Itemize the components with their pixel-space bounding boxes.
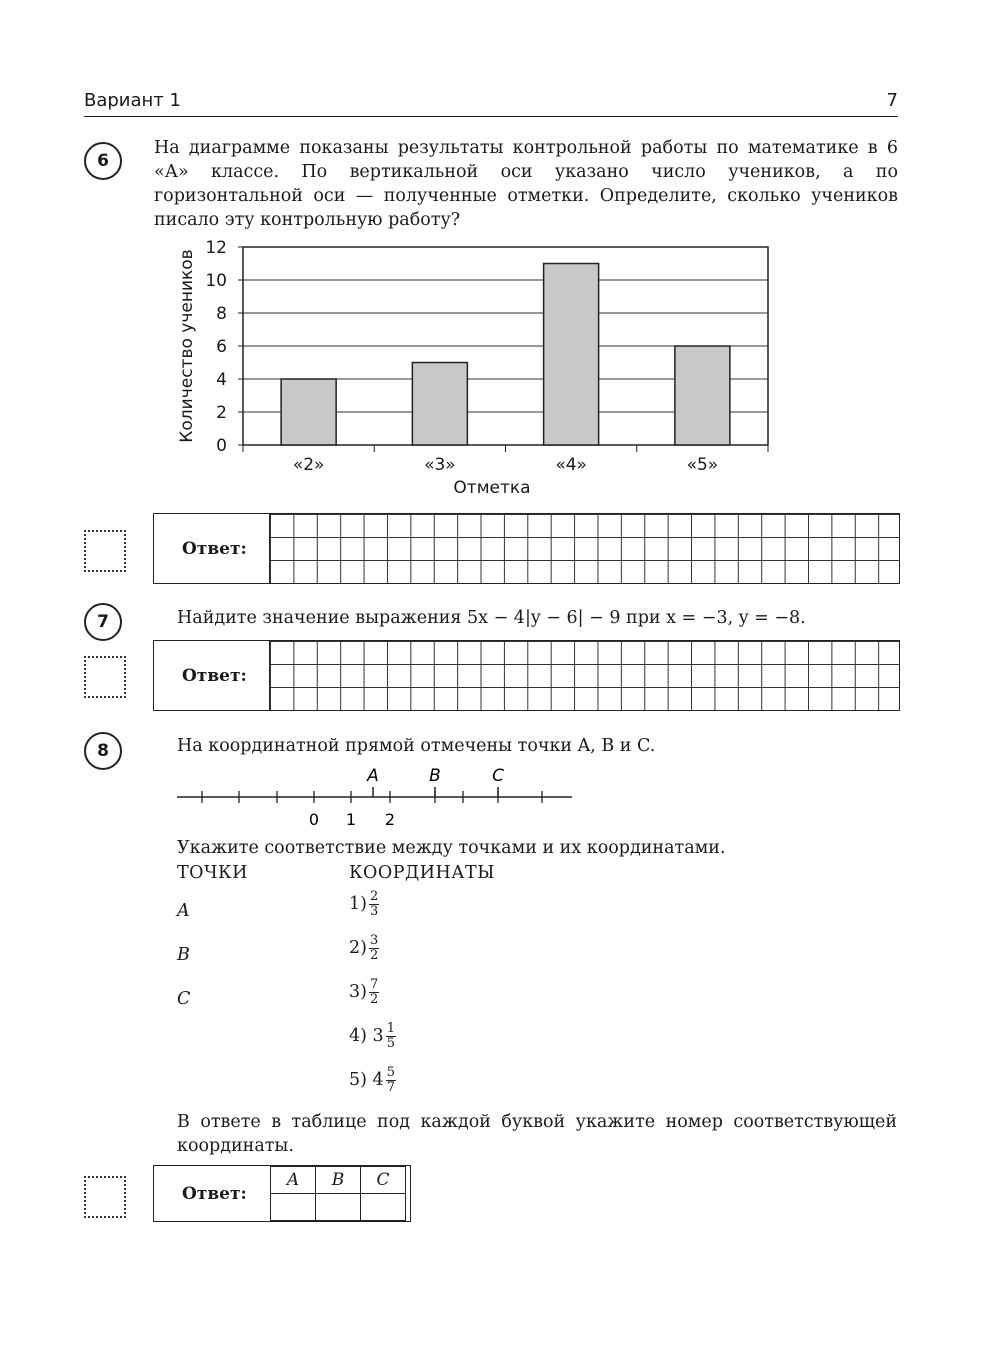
chart-bars (243, 264, 768, 453)
question-8-number: 8 (84, 732, 122, 770)
coordinate-option-5: 5) 4 $\frac{5}{7}$ (349, 1065, 395, 1095)
chart-bar-2 (412, 363, 467, 446)
q6-answer-grid[interactable] (270, 514, 899, 583)
chart-y-tick-labels (205, 238, 227, 456)
question-7-text: Найдите значение выражения 5x − 4|y − 6| − 9 при x = −3, y = −8. (177, 608, 806, 628)
question-8-final-note: В ответе в таблице под каждой буквой укажите номер соответствующей координаты. (177, 1112, 897, 1156)
bar-chart (170, 236, 790, 502)
coordinate-option-4: 4) 3 $\frac{1}{5}$ (349, 1021, 395, 1051)
q8-answer-label: Ответ: (182, 1183, 247, 1204)
tick-label-2: 2 (384, 810, 396, 829)
column-points-header: ТОЧКИ (177, 863, 248, 883)
question-6-text: На диаграмме показаны результаты контрольной работы по математике в 6 «А» классе. По вертикальной оси указано число учеников, а по горизонтальной оси — полученные отметки. Определите, сколько учеников писало эту контрольную работу? (154, 138, 898, 230)
q6-answer-label: Ответ: (154, 514, 270, 583)
q8-answer-table (270, 1166, 406, 1221)
q8-answer-check-box (84, 1176, 126, 1218)
chart-x-axis-label: Отметка (453, 478, 531, 498)
q7-answer-box[interactable] (153, 640, 900, 711)
q7-answer-grid[interactable] (270, 641, 899, 710)
point-b-label: B (429, 766, 441, 786)
chart-y-tick-label: 4 (216, 370, 227, 390)
chart-y-axis-label: Количество учеников (177, 249, 197, 443)
chart-x-tick-label: «4» (555, 455, 587, 475)
question-6-number: 6 (84, 142, 122, 180)
chart-y-tick-label: 6 (216, 337, 227, 357)
chart-bar-3 (544, 264, 599, 446)
chart-bar-1 (281, 379, 336, 445)
tick-label-0: 0 (308, 810, 320, 829)
number-line (170, 760, 590, 835)
tick-label-1: 1 (345, 810, 357, 829)
q8-answer-box (153, 1165, 411, 1222)
answer-col-a: A (271, 1167, 316, 1194)
chart-x-tick-label: «2» (292, 455, 325, 475)
point-a-label: A (367, 766, 379, 786)
chart-y-tick-label: 2 (216, 403, 227, 423)
chart-y-tick-label: 12 (205, 238, 227, 258)
header-divider (84, 116, 898, 117)
coordinate-option-3: 3) $\frac{7}{2}$ (349, 977, 379, 1007)
q6-answer-box[interactable] (153, 513, 900, 584)
question-8-instruction: Укажите соответствие между точками и их координатами. (177, 838, 726, 858)
chart-y-tick-label: 0 (216, 436, 227, 456)
page-number: 7 (886, 90, 898, 111)
answer-col-c: C (361, 1167, 406, 1194)
answer-cell-b[interactable] (316, 1194, 361, 1221)
q6-answer-check-box (84, 530, 126, 572)
chart-y-tick-label: 8 (216, 304, 227, 324)
coordinate-option-1: 1) $\frac{2}{3}$ (349, 889, 379, 919)
question-8-intro: На координатной прямой отмечены точки A, B и C. (177, 736, 656, 756)
q7-answer-label: Ответ: (154, 641, 270, 710)
chart-x-tick-labels (293, 455, 718, 475)
q7-answer-check-box (84, 656, 126, 698)
chart-y-tick-label: 10 (205, 271, 227, 291)
answer-cell-a[interactable] (271, 1194, 316, 1221)
point-c: C (177, 989, 191, 1009)
point-b: B (177, 945, 190, 965)
chart-x-tick-label: «3» (424, 455, 456, 475)
chart-x-tick-label: «5» (686, 455, 719, 475)
answer-col-b: B (316, 1167, 361, 1194)
chart-bar-4 (675, 346, 730, 445)
variant-label: Вариант 1 (84, 90, 181, 111)
question-7-number: 7 (84, 603, 122, 641)
answer-cell-c[interactable] (361, 1194, 406, 1221)
number-line-ticks (202, 787, 542, 803)
point-a: A (177, 901, 190, 921)
coordinate-option-2: 2) $\frac{3}{2}$ (349, 933, 379, 963)
column-coordinates-header: КООРДИНАТЫ (349, 863, 495, 883)
point-c-label: C (492, 766, 504, 786)
